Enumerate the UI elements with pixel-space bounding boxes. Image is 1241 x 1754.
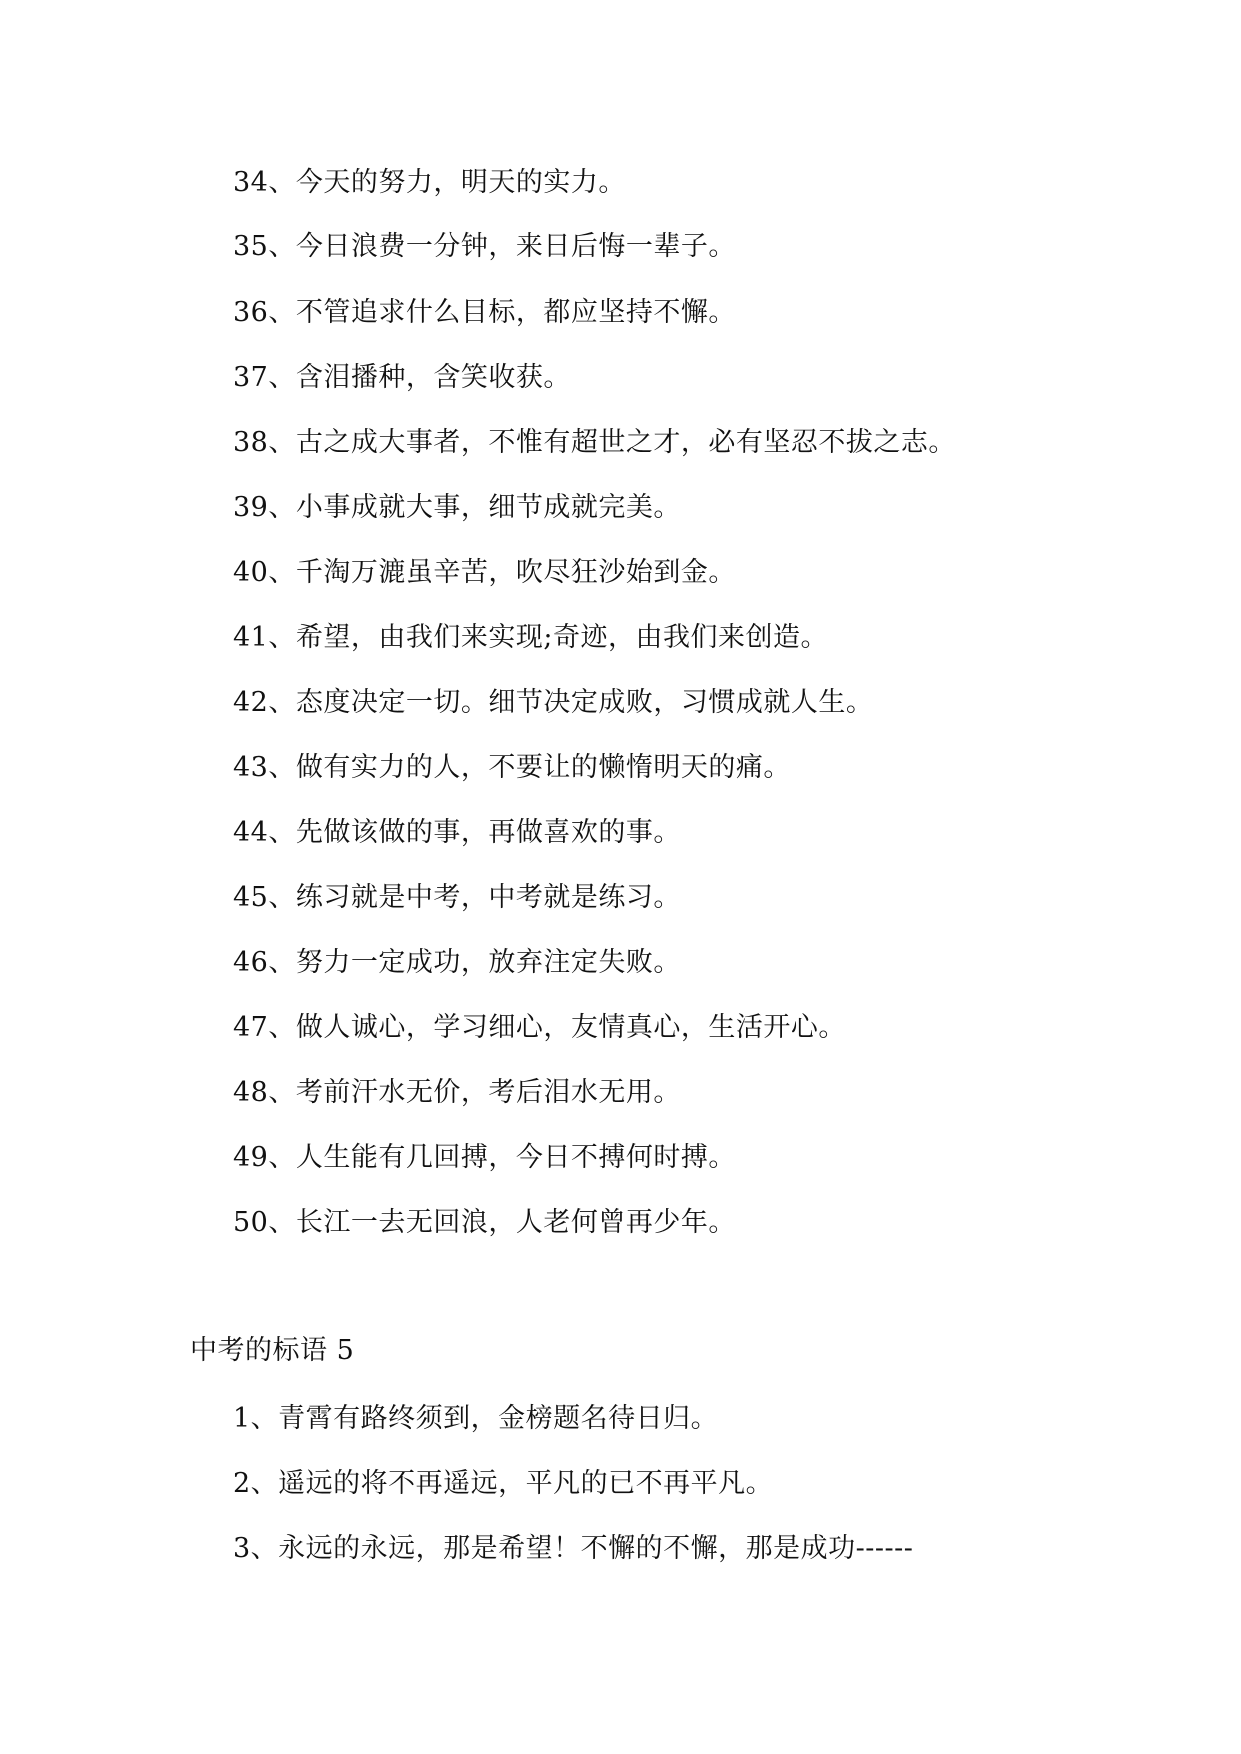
slogan-line: 46、努力一定成功，放弃注定失败。 <box>233 947 681 978</box>
slogan-line: 44、先做该做的事，再做喜欢的事。 <box>233 817 681 848</box>
slogan-line: 48、考前汗水无价，考后泪水无用。 <box>233 1077 681 1108</box>
slogan-line: 34、今天的努力，明天的实力。 <box>233 167 626 198</box>
section-heading: 中考的标语 5 <box>190 1335 355 1366</box>
slogan-line: 35、今日浪费一分钟，来日后悔一辈子。 <box>233 231 736 262</box>
slogan-line: 38、古之成大事者，不惟有超世之才，必有坚忍不拔之志。 <box>233 427 956 458</box>
slogan-line: 41、希望，由我们来实现;奇迹，由我们来创造。 <box>233 622 828 653</box>
slogan-line: 49、人生能有几回搏，今日不搏何时搏。 <box>233 1142 736 1173</box>
slogan-line: 50、长江一去无回浪，人老何曾再少年。 <box>233 1207 736 1238</box>
slogan-line: 36、不管追求什么目标，都应坚持不懈。 <box>233 297 736 328</box>
slogan-line: 37、含泪播种，含笑收获。 <box>233 362 571 393</box>
slogan-line: 40、千淘万漉虽辛苦，吹尽狂沙始到金。 <box>233 557 736 588</box>
slogan-line: 42、态度决定一切。细节决定成败，习惯成就人生。 <box>233 687 874 718</box>
slogan-line: 39、小事成就大事，细节成就完美。 <box>233 492 681 523</box>
slogan-line: 1、青霄有路终须到，金榜题名待日归。 <box>233 1403 719 1434</box>
slogan-line: 47、做人诚心，学习细心，友情真心，生活开心。 <box>233 1012 846 1043</box>
slogan-line: 43、做有实力的人，不要让的懒惰明天的痛。 <box>233 752 791 783</box>
slogan-line: 3、永远的永远，那是希望！不懈的不懈，那是成功------ <box>233 1533 914 1564</box>
slogan-line: 45、练习就是中考，中考就是练习。 <box>233 882 681 913</box>
slogan-line: 2、遥远的将不再遥远，平凡的已不再平凡。 <box>233 1468 774 1499</box>
